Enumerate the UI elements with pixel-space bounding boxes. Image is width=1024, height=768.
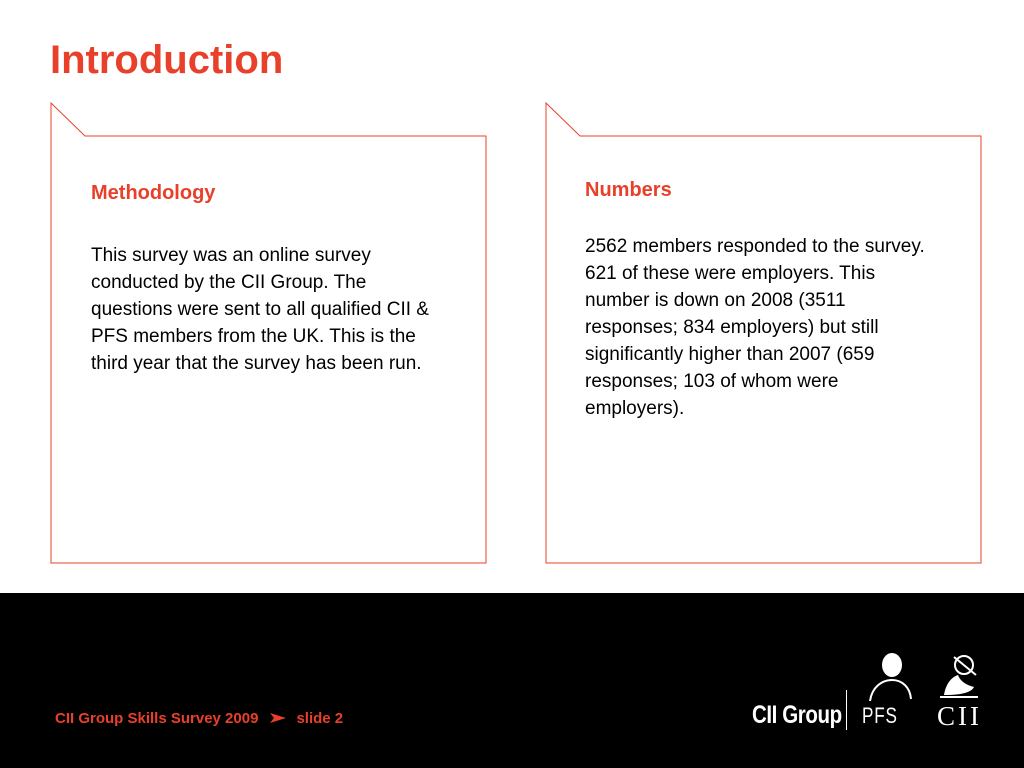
- pfs-figure-icon: [868, 653, 912, 701]
- pfs-logo: PFS: [862, 703, 898, 728]
- slide-number: slide 2: [296, 710, 344, 727]
- arrow-right-icon: [270, 712, 286, 724]
- numbers-heading: Numbers: [585, 179, 672, 201]
- numbers-panel: [545, 102, 982, 564]
- footer-caption: [55, 710, 343, 727]
- methodology-heading: Methodology: [91, 182, 216, 204]
- cii-group-logo: CII Group: [752, 701, 842, 729]
- footer: [0, 593, 1024, 768]
- slide-title: Introduction: [50, 38, 284, 82]
- numbers-text: 2562 members responded to the survey. 621 of these were employers. This number is down on 2008 (3511 responses; 834 employers) but still significantly higher than 2007 (659 responses; 103 of whom were employers).: [585, 236, 925, 419]
- logo-divider: [846, 690, 847, 730]
- methodology-text: This survey was an online survey conducted by the CII Group. The questions were sent to all qualified CII & PFS members from the UK. This is the third year that the survey has been run.: [91, 245, 429, 374]
- methodology-panel: [50, 102, 487, 564]
- cii-crest-icon: [936, 651, 982, 699]
- survey-title: CII Group Skills Survey 2009: [55, 710, 259, 727]
- cii-logo: CII: [937, 701, 982, 731]
